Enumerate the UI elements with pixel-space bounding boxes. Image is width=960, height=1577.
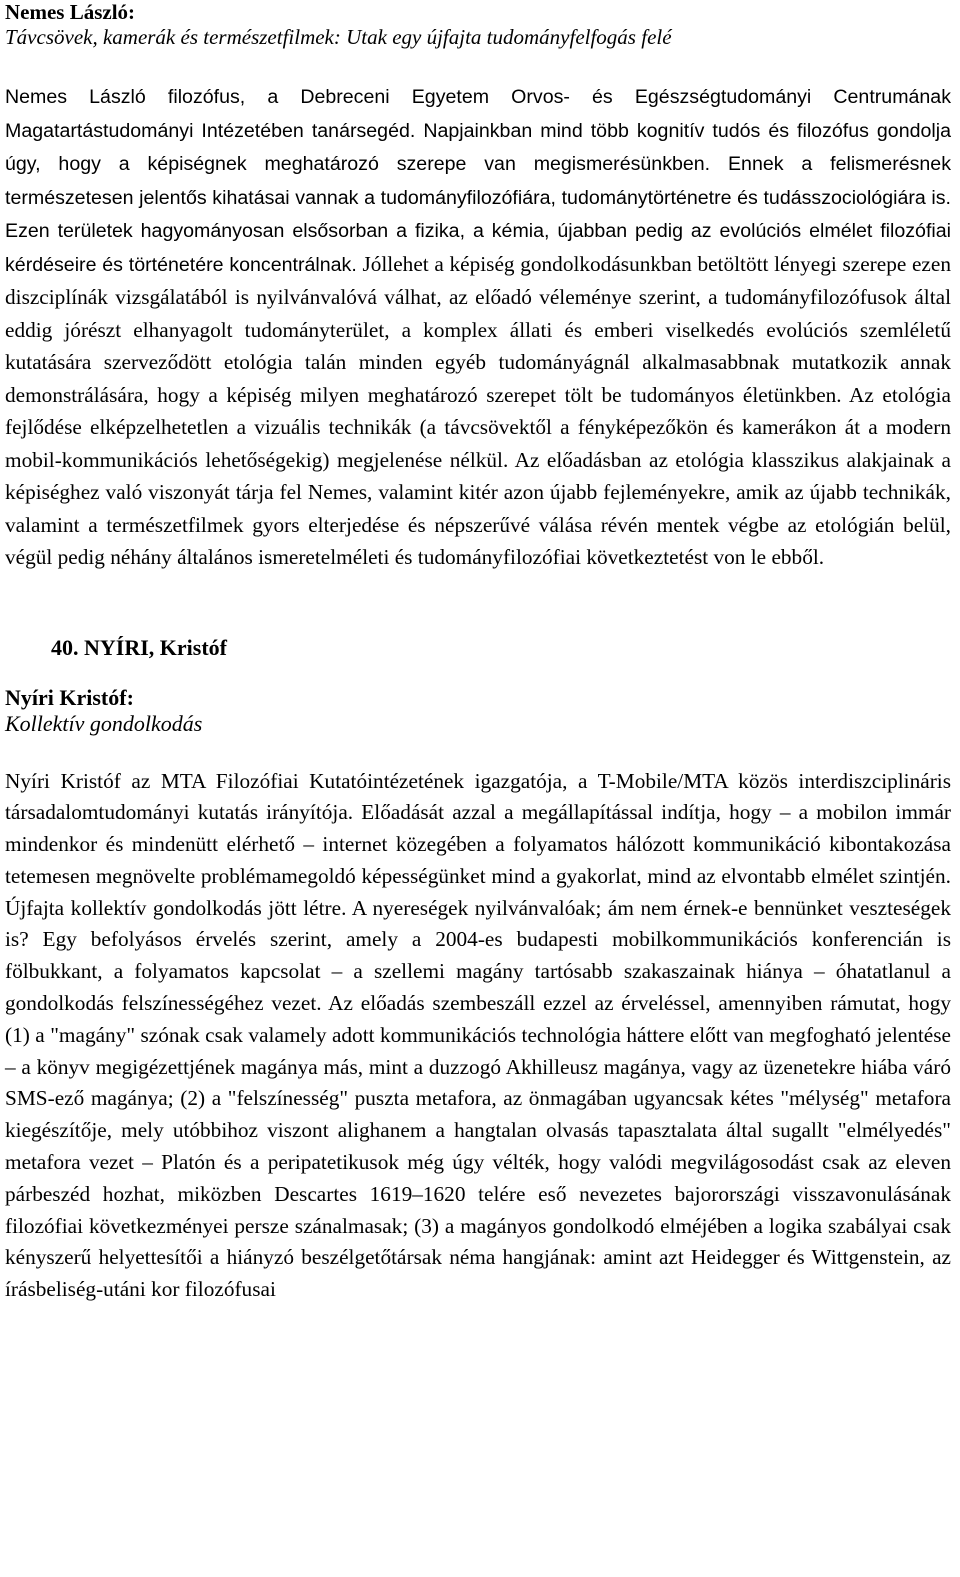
entry-1-title: Távcsövek, kamerák és természetfilmek: Utak egy újfajta tudományfelfogás felé — [5, 25, 672, 49]
entry-1-abstract-part-1: Nemes László filozófus, a Debreceni Egyetem Orvos- és Egészségtudományi Centrumának Magatartástudományi Intézetében tanársegéd. Napjainkban mind több kognitív tudós és filozófus gondolja úgy, hogy a képiségnek meghatározó szerepe van megismerésünkben. Ennek a felismerésnek természetesen jelentős kihatásai vannak a tudományfilozófiára, tudománytörténetre és tudásszociológiára is. Ezen területek hagyományosan elsősorban a fizika, a kémia, újabban pedig az evolúciós elmélet filozófiai kérdéseire és történetére koncentrálnak. — [5, 86, 951, 276]
entry-1-abstract — [5, 80, 951, 574]
section-heading: 40. NYÍRI, Kristóf — [51, 634, 227, 660]
document-page — [5, 0, 951, 1306]
entry-1-author: Nemes László: — [5, 0, 136, 24]
entry-2-author: Nyíri Kristóf: — [5, 684, 134, 710]
entry-2-title: Kollektív gondolkodás — [5, 710, 203, 736]
entry-1-abstract-part-2: Jóllehet a képiség gondolkodásunkban betöltött lényegi szerepe ezen diszciplínák vizsgálatából is nyilvánvalóvá válhat, az előadó véleménye szerint, a tudományfilozófusok által eddig jórészt elhanyagolt tudományterület, a komplex állati és emberi viselkedés evolúciós szemléletű kutatására szerveződött etológia talán minden egyéb tudományágnál alkalmasabbnak mutatkozik annak demonstrálására, hogy a képiség milyen meghatározó szerepet tölt be tudományos életünkben. Az etológia fejlődése elképzelhetetlen a vizuális technikák (a távcsövektől a fényképezőkön és kamerákon át a modern mobil-kommunikációs lehetőségekig) megjelenése nélkül. Az előadásban az etológia klasszikus alakjainak a képiséghez való viszonyát tárja fel Nemes, valamint kitér azon újabb fejleményekre, amik az újabb technikák, valamint a természetfilmek gyors elterjedése és népszerűvé válása révén mentek végbe az etológián belül, végül pedig néhány általános ismeretelméleti és tudományfilozófiai következtetést von le ebből. — [5, 251, 951, 569]
entry-2-abstract: Nyíri Kristóf az MTA Filozófiai Kutatóintézetének igazgatója, a T-Mobile/MTA közös interdiszciplináris társadalomtudományi kutatás irányítója. Előadását azzal a megállapítással indítja, hogy – a mobilon immár mindenkor és mindenütt elérhető – internet közegében a folyamatos hálózott kommunikáció kibontakozása tetemesen megnövelte problémamegoldó képességünket mind a gyakorlat, mind az elvontabb elmélet szintjén. Újfajta kollektív gondolkodás jött létre. A nyereségek nyilvánvalóak; ám nem érnek-e bennünket veszteségek is? Egy befolyásos érvelés szerint, amely a 2004-es budapesti mobilkommunikációs konferencián is fölbukkant, a folyamatos kapcsolat – a szellemi magány tartósabb szakaszainak hiánya – óhatatlanul a gondolkodás felszínességéhez vezet. Az előadás szembeszáll ezzel az érveléssel, amennyiben rámutat, hogy (1) a "magány" szónak csak valamely adott kommunikációs technológia háttere előtt van megfogható jelentése – a könyv megigézettjének magánya más, mint a duzzogó Akhilleusz magánya, vagy az üzenetekre hiába váró SMS-ező magánya; (2) a "felszínesség" puszta metafora, az önmagában ugyancsak kétes "mélység" metafora kiegészítője, mely utóbbihoz viszont alighanem a hangtalan olvasás tapasztalata által sugallt "elmélyedés" metafora vezet – Platón és a peripatetikusok még úgy vélték, hogy valódi megvilágosodást csak az eleven párbeszéd hozhat, miközben Descartes 1619–1620 telére eső nevezetes bajorországi visszavonulásának filozófiai következményei persze szánalmasak; (3) a magányos gondolkodó elméjében a logika szabályai csak kényszerű helyettesítői a hiányzó beszélgetőtársak néma hangjának: amint azt Heidegger és Wittgenstein, az írásbeliség-utáni kor filozófusai — [5, 768, 951, 1302]
